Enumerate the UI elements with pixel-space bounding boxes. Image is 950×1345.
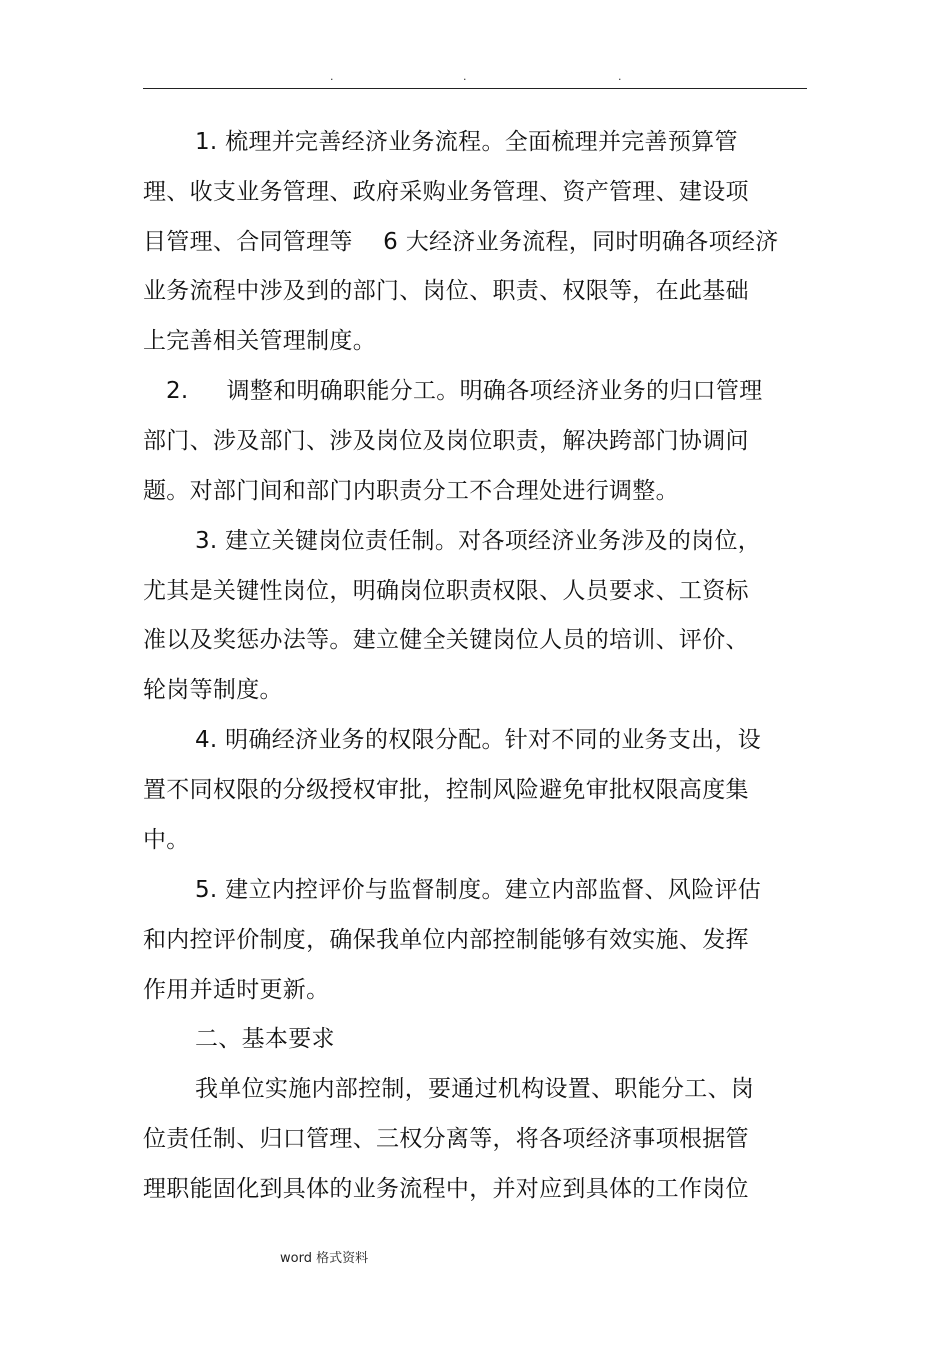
text-line: 理、收支业务管理、政府采购业务管理、资产管理、建设项: [143, 179, 749, 205]
text-line: 作用并适时更新。: [143, 977, 330, 1003]
text-line: 5. 建立内控评价与监督制度。建立内部监督、风险评估: [195, 877, 762, 903]
header-dot: .: [463, 70, 467, 83]
header-dot: .: [618, 70, 622, 83]
text-line: 题。对部门间和部门内职责分工不合理处进行调整。: [143, 478, 679, 504]
text-line: 我单位实施内部控制，要通过机构设置、职能分工、岗: [195, 1076, 755, 1102]
text-line: 4. 明确经济业务的权限分配。针对不同的业务支出，设: [195, 727, 762, 753]
page-footer: word 格式资料: [280, 1251, 369, 1266]
text-line: 目管理、合同管理等 6 大经济业务流程，同时明确各项经济: [143, 229, 779, 255]
text-line: 准以及奖惩办法等。建立健全关键岗位人员的培训、评价、: [143, 627, 749, 653]
text-line: 2. 调整和明确职能分工。明确各项经济业务的归口管理: [166, 378, 763, 404]
text-line: 中。: [143, 827, 190, 853]
text-line: 尤其是关键性岗位，明确岗位职责权限、人员要求、工资标: [143, 578, 749, 604]
header-divider: [143, 88, 807, 89]
page-header: [0, 70, 950, 84]
text-line: 上完善相关管理制度。: [143, 328, 376, 354]
header-dot: .: [330, 70, 334, 83]
text-line: 位责任制、归口管理、三权分离等，将各项经济事项根据管: [143, 1126, 749, 1152]
text-line: 置不同权限的分级授权审批，控制风险避免审批权限高度集: [143, 777, 749, 803]
text-line: 理职能固化到具体的业务流程中，并对应到具体的工作岗位: [143, 1176, 749, 1202]
text-line: 业务流程中涉及到的部门、岗位、职责、权限等，在此基础: [143, 278, 749, 304]
text-line: 1. 梳理并完善经济业务流程。全面梳理并完善预算管: [195, 129, 738, 155]
text-line: 部门、涉及部门、涉及岗位及岗位职责，解决跨部门协调问: [143, 428, 749, 454]
text-line: 轮岗等制度。: [143, 677, 283, 703]
section-heading: 二、基本要求: [195, 1026, 335, 1052]
text-line: 3. 建立关键岗位责任制。对各项经济业务涉及的岗位，: [195, 528, 762, 554]
text-line: 和内控评价制度，确保我单位内部控制能够有效实施、发挥: [143, 927, 749, 953]
